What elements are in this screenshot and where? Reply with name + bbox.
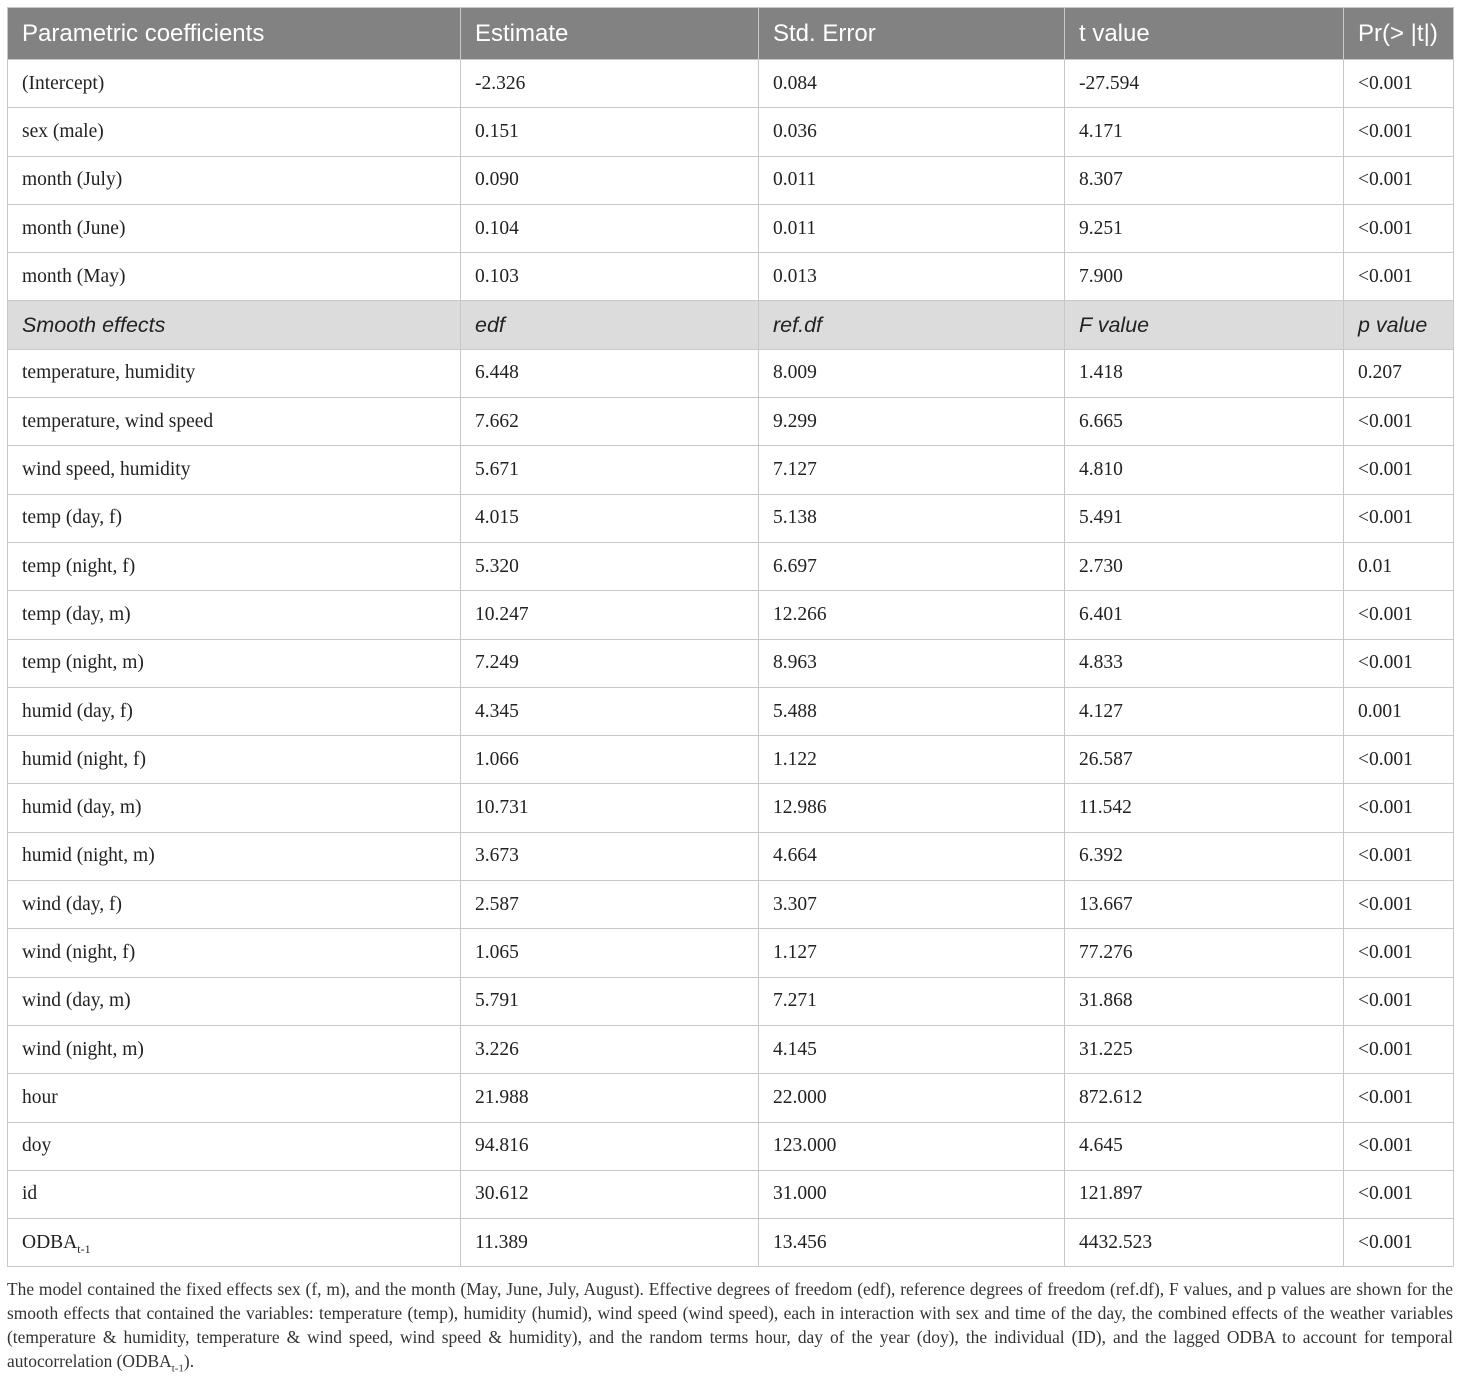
table-cell: <0.001 — [1344, 832, 1454, 880]
table-cell: 4.645 — [1065, 1122, 1344, 1170]
caption-text-end: ). — [183, 1351, 195, 1372]
table-cell: 5.138 — [759, 494, 1065, 542]
table-cell: 6.392 — [1065, 832, 1344, 880]
table-cell: 6.665 — [1065, 398, 1344, 446]
table-row — [8, 1074, 1454, 1122]
subheader-cell: edf — [461, 301, 759, 349]
table-cell: 5.491 — [1065, 494, 1344, 542]
table-cell: <0.001 — [1344, 1074, 1454, 1122]
table-cell: sex (male) — [8, 108, 461, 156]
table-cell: temperature, humidity — [8, 349, 461, 397]
table-cell: <0.001 — [1344, 929, 1454, 977]
table-cell: 2.730 — [1065, 542, 1344, 590]
table-cell: 77.276 — [1065, 929, 1344, 977]
table-cell: <0.001 — [1344, 446, 1454, 494]
table-cell: 0.151 — [461, 108, 759, 156]
table-cell: 4.145 — [759, 1025, 1065, 1073]
table-cell: 5.488 — [759, 687, 1065, 735]
table-cell: 1.127 — [759, 929, 1065, 977]
table-cell: 3.226 — [461, 1025, 759, 1073]
table-cell: <0.001 — [1344, 1219, 1454, 1267]
subheader-cell: F value — [1065, 301, 1344, 349]
table-cell: 4432.523 — [1065, 1219, 1344, 1267]
table-cell: temp (day, f) — [8, 494, 461, 542]
table-cell: <0.001 — [1344, 736, 1454, 784]
table-cell: 3.307 — [759, 881, 1065, 929]
table-cell: 7.271 — [759, 977, 1065, 1025]
table-cell: 0.207 — [1344, 349, 1454, 397]
table-cell: <0.001 — [1344, 977, 1454, 1025]
table-cell: <0.001 — [1344, 784, 1454, 832]
table-cell: 11.542 — [1065, 784, 1344, 832]
header-row — [8, 8, 1454, 60]
table-cell: temperature, wind speed — [8, 398, 461, 446]
table-row — [8, 108, 1454, 156]
caption-text: The model contained the fixed effects sex (f, m), and the month (May, June, July, August). Effective degrees of freedom (edf), reference degrees of freedom (ref.df), F values, and p values are shown for the smooth effects that contained the variables: temperature (temp), humidity (humid), wind speed (wind speed), each in interaction with sex and time of the day, the combined effects of the weather variables (temperature & humidity, temperature & wind speed, wind speed & humidity), and the random terms hour, day of the year (doy), the individual (ID), and the lagged ODBA to account for temporal autocorrelation (ODBA — [7, 1279, 1453, 1372]
table-caption — [7, 1277, 1453, 1373]
table-cell: 21.988 — [461, 1074, 759, 1122]
table-cell: <0.001 — [1344, 398, 1454, 446]
table-row — [8, 929, 1454, 977]
table-cell: 0.011 — [759, 204, 1065, 252]
table-cell: 5.791 — [461, 977, 759, 1025]
table-cell: 94.816 — [461, 1122, 759, 1170]
table-cell: 0.011 — [759, 156, 1065, 204]
table-cell: <0.001 — [1344, 1122, 1454, 1170]
header-cell: Pr(> |t|) — [1344, 8, 1454, 60]
table-cell: 4.171 — [1065, 108, 1344, 156]
table-cell: 6.401 — [1065, 591, 1344, 639]
table-cell: temp (night, f) — [8, 542, 461, 590]
table-cell: 0.104 — [461, 204, 759, 252]
subheader-cell: p value — [1344, 301, 1454, 349]
table-cell: 123.000 — [759, 1122, 1065, 1170]
table-cell: <0.001 — [1344, 494, 1454, 542]
table-cell: humid (day, f) — [8, 687, 461, 735]
table-cell: 10.731 — [461, 784, 759, 832]
table-cell: <0.001 — [1344, 639, 1454, 687]
smooth-effects-subheader — [8, 301, 1454, 349]
table-cell: 9.251 — [1065, 204, 1344, 252]
table-row — [8, 542, 1454, 590]
header-cell: Estimate — [461, 8, 759, 60]
table-cell: <0.001 — [1344, 881, 1454, 929]
table-cell: 0.013 — [759, 253, 1065, 301]
table-cell: 7.127 — [759, 446, 1065, 494]
table-cell: <0.001 — [1344, 156, 1454, 204]
table-cell: 0.001 — [1344, 687, 1454, 735]
table-cell: 1.066 — [461, 736, 759, 784]
table-cell: id — [8, 1170, 461, 1218]
table-cell: 0.01 — [1344, 542, 1454, 590]
table-cell: 8.307 — [1065, 156, 1344, 204]
table-row — [8, 639, 1454, 687]
table-row — [8, 446, 1454, 494]
caption-subscript: t-1 — [171, 1362, 184, 1375]
table-cell: (Intercept) — [8, 60, 461, 108]
table-cell: month (June) — [8, 204, 461, 252]
table-row — [8, 736, 1454, 784]
table-cell: 4.833 — [1065, 639, 1344, 687]
header-cell: Std. Error — [759, 8, 1065, 60]
table-cell: 8.009 — [759, 349, 1065, 397]
table-cell: <0.001 — [1344, 204, 1454, 252]
table-cell: <0.001 — [1344, 591, 1454, 639]
subheader-cell: Smooth effects — [8, 301, 461, 349]
table-cell: 13.667 — [1065, 881, 1344, 929]
table-cell: -2.326 — [461, 60, 759, 108]
table-cell: month (May) — [8, 253, 461, 301]
table-row — [8, 494, 1454, 542]
table-cell: 2.587 — [461, 881, 759, 929]
table-cell: 31.868 — [1065, 977, 1344, 1025]
table-cell: 1.418 — [1065, 349, 1344, 397]
table-cell: -27.594 — [1065, 60, 1344, 108]
table-row — [8, 204, 1454, 252]
table-row — [8, 253, 1454, 301]
table-cell: humid (day, m) — [8, 784, 461, 832]
table-cell: 5.320 — [461, 542, 759, 590]
table-row — [8, 832, 1454, 880]
table-row — [8, 591, 1454, 639]
table-row-odba — [8, 1219, 1454, 1267]
table-cell: doy — [8, 1122, 461, 1170]
table-cell: hour — [8, 1074, 461, 1122]
table-cell: 7.900 — [1065, 253, 1344, 301]
table-cell: 0.036 — [759, 108, 1065, 156]
table-row — [8, 977, 1454, 1025]
table-cell: humid (night, f) — [8, 736, 461, 784]
table-cell: 26.587 — [1065, 736, 1344, 784]
table-row — [8, 881, 1454, 929]
table-cell: 31.225 — [1065, 1025, 1344, 1073]
table-cell: 31.000 — [759, 1170, 1065, 1218]
table-cell: wind speed, humidity — [8, 446, 461, 494]
header-cell: Parametric coefficients — [8, 8, 461, 60]
table-cell: wind (day, f) — [8, 881, 461, 929]
table-cell: <0.001 — [1344, 60, 1454, 108]
table-cell: <0.001 — [1344, 1025, 1454, 1073]
table-cell: 1.065 — [461, 929, 759, 977]
table-cell: month (July) — [8, 156, 461, 204]
odba-label: ODBA — [22, 1231, 78, 1253]
table-container — [7, 7, 1453, 1391]
odba-subscript: t-1 — [77, 1241, 91, 1256]
table-cell: 1.122 — [759, 736, 1065, 784]
table-cell: 6.448 — [461, 349, 759, 397]
table-row — [8, 1170, 1454, 1218]
table-row — [8, 398, 1454, 446]
table-cell: 22.000 — [759, 1074, 1065, 1122]
table-cell: 0.103 — [461, 253, 759, 301]
table-cell: 5.671 — [461, 446, 759, 494]
table-cell: 4.015 — [461, 494, 759, 542]
header-cell: t value — [1065, 8, 1344, 60]
table-cell: 10.247 — [461, 591, 759, 639]
table-row — [8, 784, 1454, 832]
table-cell: 7.249 — [461, 639, 759, 687]
subheader-cell: ref.df — [759, 301, 1065, 349]
table-cell — [8, 1219, 461, 1267]
table-cell: 0.084 — [759, 60, 1065, 108]
table-cell: 872.612 — [1065, 1074, 1344, 1122]
table-cell: wind (night, m) — [8, 1025, 461, 1073]
table-cell: 13.456 — [759, 1219, 1065, 1267]
table-cell: wind (day, m) — [8, 977, 461, 1025]
table-cell: 8.963 — [759, 639, 1065, 687]
table-cell: 0.090 — [461, 156, 759, 204]
table-cell: 4.810 — [1065, 446, 1344, 494]
table-cell: 4.664 — [759, 832, 1065, 880]
table-cell: 6.697 — [759, 542, 1065, 590]
table-cell: 4.127 — [1065, 687, 1344, 735]
table-cell: 7.662 — [461, 398, 759, 446]
table-cell: <0.001 — [1344, 1170, 1454, 1218]
table-cell: 30.612 — [461, 1170, 759, 1218]
table-cell: <0.001 — [1344, 108, 1454, 156]
table-row — [8, 349, 1454, 397]
table-cell: 11.389 — [461, 1219, 759, 1267]
table-cell: humid (night, m) — [8, 832, 461, 880]
table-row — [8, 60, 1454, 108]
table-cell: wind (night, f) — [8, 929, 461, 977]
table-cell: 9.299 — [759, 398, 1065, 446]
table-cell: 121.897 — [1065, 1170, 1344, 1218]
table-cell: <0.001 — [1344, 253, 1454, 301]
table-cell: 3.673 — [461, 832, 759, 880]
table-row — [8, 156, 1454, 204]
table-cell: 4.345 — [461, 687, 759, 735]
table-row — [8, 1025, 1454, 1073]
table-cell: 12.986 — [759, 784, 1065, 832]
table-row — [8, 687, 1454, 735]
results-table — [7, 7, 1454, 1267]
table-cell: temp (night, m) — [8, 639, 461, 687]
table-cell: 12.266 — [759, 591, 1065, 639]
table-row — [8, 1122, 1454, 1170]
table-cell: temp (day, m) — [8, 591, 461, 639]
